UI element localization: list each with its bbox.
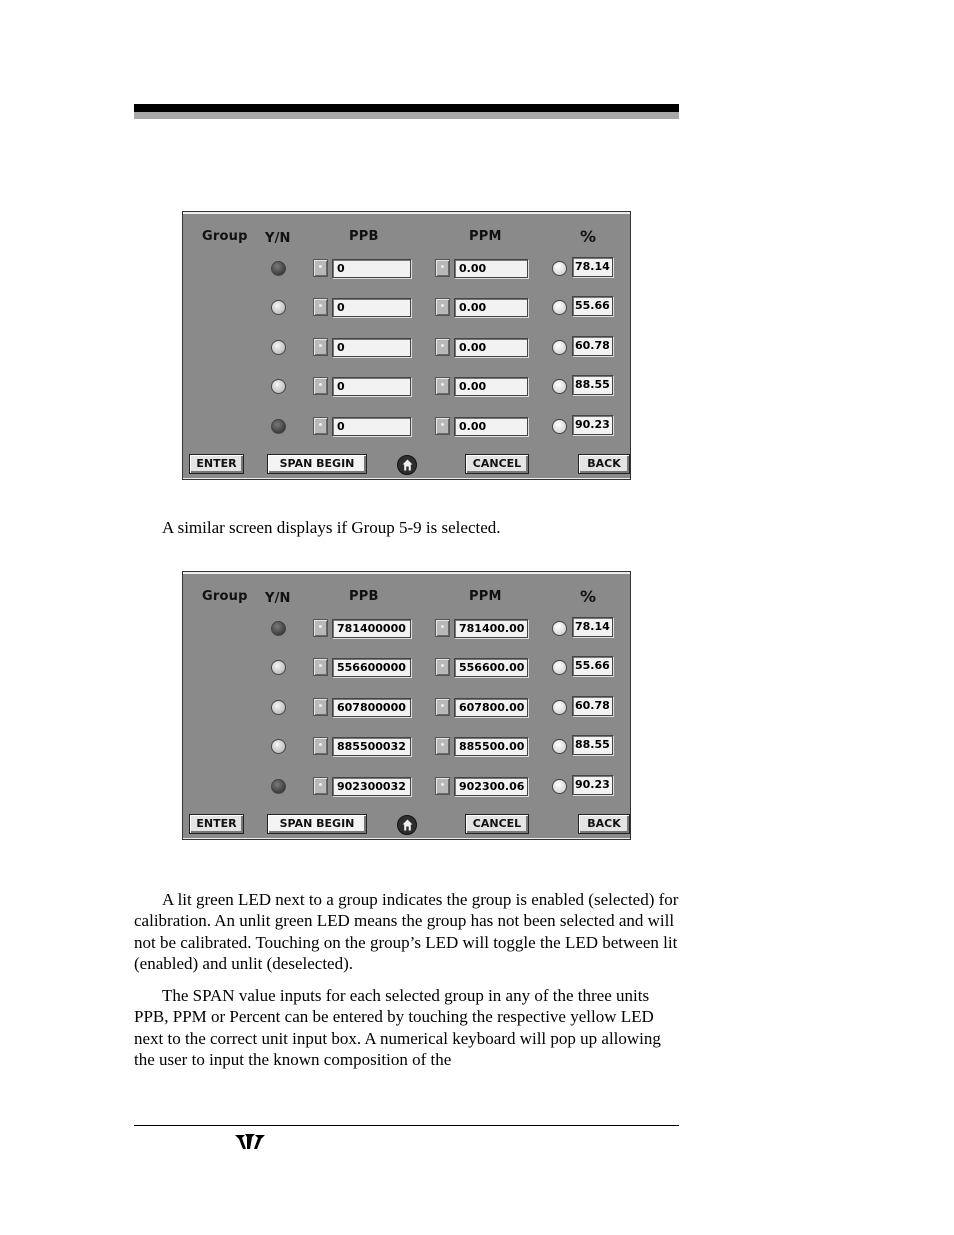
group-enable-led[interactable] [271, 700, 286, 715]
group-column-header: Group [202, 229, 248, 244]
percent-value-field[interactable]: 78.14 [572, 617, 613, 637]
ppm-select-led[interactable] [435, 658, 450, 676]
group-enable-led[interactable] [271, 340, 286, 355]
yn-column-header: Y/N [265, 591, 291, 606]
percent-value-field[interactable]: 90.23 [572, 775, 613, 795]
cancel-button[interactable]: CANCEL [465, 814, 529, 834]
ppm-value-field[interactable]: 0.00 [454, 259, 528, 278]
header-rule [134, 104, 679, 112]
ppm-select-led[interactable] [435, 417, 450, 435]
ppm-select-led[interactable] [435, 338, 450, 356]
ppb-value-field[interactable]: 556600000 [332, 658, 411, 677]
group-enable-led[interactable] [271, 621, 286, 636]
ppb-value-field[interactable]: 885500032 [332, 737, 411, 756]
percent-select-led[interactable] [552, 660, 567, 675]
percent-select-led[interactable] [552, 700, 567, 715]
paragraph-text: The SPAN value inputs for each selected group in any of the three units PPB, PPM or Percent can be entered by touching the respective yellow LED next to the correct unit input box. A numerical keyboard will pop up allowing the user to input the known composition of the [134, 986, 661, 1070]
ppm-value-field[interactable]: 885500.00 [454, 737, 528, 756]
paragraph-text: A lit green LED next to a group indicates the group is enabled (selected) for calibration. An unlit green LED means the group has not been selected and will not be calibrated. Touching on the group’s LED will toggle the LED between lit (enabled) and unlit (deselected). [134, 890, 679, 974]
percent-column-header: % [580, 587, 597, 606]
ppm-select-led[interactable] [435, 737, 450, 755]
ppm-select-led[interactable] [435, 298, 450, 316]
enter-button[interactable]: ENTER [189, 454, 244, 474]
yn-column-header: Y/N [265, 231, 291, 246]
ppm-column-header: PPM [469, 229, 502, 244]
back-button[interactable]: BACK [578, 814, 630, 834]
ppm-value-field[interactable]: 902300.06 [454, 777, 528, 796]
ppb-select-led[interactable] [313, 698, 328, 716]
percent-value-field[interactable]: 78.14 [572, 257, 613, 277]
ppm-value-field[interactable]: 781400.00 [454, 619, 528, 638]
ppb-select-led[interactable] [313, 377, 328, 395]
ppb-value-field[interactable]: 0 [332, 377, 411, 396]
percent-select-led[interactable] [552, 379, 567, 394]
header-rule-shadow [134, 112, 679, 119]
group-enable-led[interactable] [271, 379, 286, 394]
ppb-select-led[interactable] [313, 777, 328, 795]
ppm-value-field[interactable]: 607800.00 [454, 698, 528, 717]
ppb-value-field[interactable]: 0 [332, 417, 411, 436]
group-enable-led[interactable] [271, 779, 286, 794]
percent-value-field[interactable]: 55.66 [572, 296, 613, 316]
percent-value-field[interactable]: 55.66 [572, 656, 613, 676]
span-begin-button[interactable]: SPAN BEGIN [267, 814, 367, 834]
ppm-select-led[interactable] [435, 698, 450, 716]
cancel-button[interactable]: CANCEL [465, 454, 529, 474]
ppm-select-led[interactable] [435, 777, 450, 795]
span-begin-button[interactable]: SPAN BEGIN [267, 454, 367, 474]
group-enable-led[interactable] [271, 300, 286, 315]
ppb-select-led[interactable] [313, 338, 328, 356]
ppb-value-field[interactable]: 781400000 [332, 619, 411, 638]
percent-select-led[interactable] [552, 340, 567, 355]
group-enable-led[interactable] [271, 261, 286, 276]
ppm-value-field[interactable]: 0.00 [454, 377, 528, 396]
caption: A similar screen displays if Group 5-9 is selected. [162, 518, 501, 537]
ppm-select-led[interactable] [435, 259, 450, 277]
group-column-header: Group [202, 589, 248, 604]
ppm-value-field[interactable]: 0.00 [454, 417, 528, 436]
ppb-select-led[interactable] [313, 417, 328, 435]
enter-button[interactable]: ENTER [189, 814, 244, 834]
percent-select-led[interactable] [552, 621, 567, 636]
percent-select-led[interactable] [552, 300, 567, 315]
ppb-select-led[interactable] [313, 619, 328, 637]
ppm-column-header: PPM [469, 589, 502, 604]
percent-select-led[interactable] [552, 779, 567, 794]
percent-value-field[interactable]: 88.55 [572, 735, 613, 755]
group-enable-led[interactable] [271, 660, 286, 675]
ppb-value-field[interactable]: 0 [332, 259, 411, 278]
ppb-select-led[interactable] [313, 658, 328, 676]
ppb-column-header: PPB [349, 229, 379, 244]
ppb-column-header: PPB [349, 589, 379, 604]
span-screen-groups-5-9 [182, 571, 631, 840]
percent-select-led[interactable] [552, 419, 567, 434]
group-enable-led[interactable] [271, 419, 286, 434]
home-button[interactable] [397, 815, 417, 835]
footer-rule [134, 1125, 679, 1126]
percent-select-led[interactable] [552, 261, 567, 276]
percent-value-field[interactable]: 60.78 [572, 696, 613, 716]
teledyne-logo-icon [233, 1131, 267, 1156]
ppm-value-field[interactable]: 556600.00 [454, 658, 528, 677]
back-button[interactable]: BACK [578, 454, 630, 474]
percent-column-header: % [580, 227, 597, 246]
home-icon [402, 819, 413, 831]
group-enable-led[interactable] [271, 739, 286, 754]
ppb-select-led[interactable] [313, 259, 328, 277]
percent-value-field[interactable]: 90.23 [572, 415, 613, 435]
ppb-select-led[interactable] [313, 298, 328, 316]
percent-value-field[interactable]: 60.78 [572, 336, 613, 356]
percent-select-led[interactable] [552, 739, 567, 754]
ppb-value-field[interactable]: 902300032 [332, 777, 411, 796]
paragraph-span-inputs [134, 985, 679, 1071]
ppb-value-field[interactable]: 0 [332, 298, 411, 317]
ppm-select-led[interactable] [435, 377, 450, 395]
home-icon [402, 459, 413, 471]
paragraph-led-explanation [134, 889, 679, 975]
span-screen-groups-0-4 [182, 211, 631, 480]
ppb-select-led[interactable] [313, 737, 328, 755]
ppm-value-field[interactable]: 0.00 [454, 298, 528, 317]
ppm-value-field[interactable]: 0.00 [454, 338, 528, 357]
ppb-value-field[interactable]: 607800000 [332, 698, 411, 717]
home-button[interactable] [397, 455, 417, 475]
ppm-select-led[interactable] [435, 619, 450, 637]
ppb-value-field[interactable]: 0 [332, 338, 411, 357]
percent-value-field[interactable]: 88.55 [572, 375, 613, 395]
